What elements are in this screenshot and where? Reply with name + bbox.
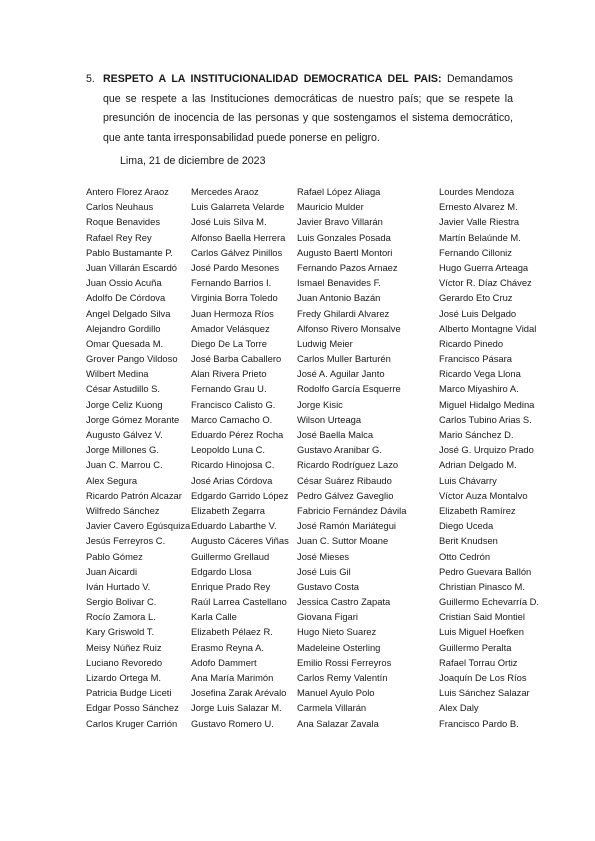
signatory-name: Gustavo Aranibar G. (297, 444, 382, 456)
signatory-name: Diego Uceda (439, 520, 494, 532)
signatory-name: Fabricio Fernández Dávila (297, 504, 407, 516)
signatory-name: Guillermo Echevarría D. (439, 596, 540, 608)
signatory-name: Ricardo Pinedo (439, 337, 504, 349)
signatory-name: Francisco Pardo B. (439, 717, 519, 729)
signatory-name: Gustavo Costa (297, 580, 360, 592)
signatory-name: Javier Cavero Egúsquiza (86, 520, 191, 532)
signatory-name: Pedro Gálvez Gaveglio (297, 489, 394, 501)
signatory-name: Fernando Pazos Arnaez (297, 261, 398, 273)
signatory-name: Ricardo Vega Llona (439, 368, 521, 380)
signatory-name: Virginia Borra Toledo (191, 292, 278, 304)
signatory-name: Juan Aicardi (86, 565, 138, 577)
signatory-name: Kary Griswold T. (86, 626, 155, 638)
signatory-name: Augusto Cáceres Viñas (191, 535, 289, 547)
signatory-name: Edgar Posso Sánchez (86, 702, 179, 714)
signatory-name: Carlos Tubino Arias S. (439, 413, 532, 425)
signatory-name: Alberto Montagne Vidal (439, 322, 537, 334)
signatory-name: Adofo Dammert (191, 656, 257, 668)
signatory-name: Guillermo Grellaud (191, 550, 270, 562)
signatory-name: Ernesto Alvarez M. (439, 201, 518, 213)
signatory-name: Mario Sánchez D. (439, 429, 514, 440)
signatory-name: Carlos Kruger Carrión (86, 717, 178, 729)
signatory-name: Rafael Torrau Ortiz (439, 656, 518, 668)
signatory-name: Luciano Revoredo (86, 656, 163, 668)
signatory-name: Jessica Castro Zapata (297, 596, 391, 608)
signatory-name: Alan Rivera Prieto (191, 368, 267, 380)
signatory-name: Miguel Hidalgo Medina (439, 398, 535, 410)
signatory-name: José A. Aguilar Janto (297, 368, 385, 380)
signatory-name: Hugo Guerra Arteaga (439, 261, 529, 273)
signatory-name: Eduardo Pérez Rocha (191, 429, 284, 440)
signatory-name: Cristian Said Montiel (439, 611, 525, 623)
signatory-name: José Luis Delgado (439, 307, 517, 319)
signatory-name: Víctor Auza Montalvo (439, 489, 528, 501)
signatory-name: Sergio Bolivar C. (86, 596, 157, 608)
item-5-paragraph (86, 70, 513, 148)
signatory-name: Lourdes Mendoza (439, 186, 515, 197)
signatory-name: Fredy Ghilardi Alvarez (297, 307, 390, 319)
signatory-name: Ana María Marimón (191, 672, 274, 683)
signatory-name: José Baella Malca (297, 429, 374, 440)
signatory-name: César Suárez Ribaudo (297, 474, 392, 486)
signatory-name: Karla Calle (191, 611, 237, 623)
signatory-name: Pablo Bustamante P. (86, 246, 173, 258)
signatory-name: Leopoldo Luna C. (191, 444, 266, 456)
item-number: 5. (86, 73, 95, 85)
signatory-name: Fernando Grau U. (191, 383, 267, 395)
signatory-name: Josefina Zarak Arévalo (191, 687, 287, 699)
signatory-name: Rocío Zamora L. (86, 611, 156, 623)
signatory-name: Christian Pinasco M. (439, 580, 525, 592)
signatory-name: Rafael López Aliaga (297, 186, 381, 197)
signatory-name: Luis Gonzales Posada (297, 231, 391, 243)
signatory-name: Luis Chávarry (439, 474, 497, 486)
signatory-name: Gustavo Romero U. (191, 717, 274, 729)
signatory-name: Martín Belaúnde M. (439, 231, 521, 243)
signatory-name: Wilson Urteaga (297, 413, 362, 425)
signatory-name: Augusto Gálvez V. (86, 429, 163, 440)
signatory-name: Carmela Villarán (297, 702, 367, 714)
signatory-name: José Arias Córdova (191, 474, 273, 486)
signatory-name: Elizabeth Ramírez (439, 504, 516, 516)
signatory-name: Pedro Guevara Ballón (439, 565, 532, 577)
signatory-name: Jorge Gómez Morante (86, 413, 180, 425)
item-body-text: Demandamos que se respete a las Instituciones democráticas de nuestro país; que se respete la presunción de inocencia de las personas y que sostengamos el sistema democrático, que ante tanta irresponsabilidad puede ponerse en peligro. (103, 73, 513, 144)
signatory-name: Patricia Budge Liceti (86, 687, 172, 699)
signatory-name: Wilbert Medina (86, 368, 149, 380)
signatory-name: Ismael Benavides F. (297, 277, 381, 289)
signatory-name: Giovana Figari (297, 611, 358, 623)
item-heading: RESPETO A LA INSTITUCIONALIDAD DEMOCRATICA DEL PAIS: (103, 73, 442, 85)
signatory-name: Francisco Calisto G. (191, 398, 276, 410)
signatory-name: Javier Valle Riestra (439, 216, 520, 228)
signatory-name: Pablo Gómez (86, 550, 143, 562)
signatory-name: Roque Benavides (86, 216, 161, 228)
signatory-name: Antero Florez Araoz (86, 186, 169, 197)
signatories-column-1 (86, 184, 190, 731)
signatory-name: Mauricio Mulder (297, 201, 364, 213)
signatory-name: Carlos Neuhaus (86, 201, 154, 213)
signatory-name: Wilfredo Sánchez (86, 504, 160, 516)
signatory-name: Amador Velásquez (191, 322, 270, 334)
signatory-name: Elizabeth Pélaez R. (191, 626, 273, 638)
signatory-name: César Astudillo S. (86, 383, 160, 395)
signatory-name: José Luis Silva M. (191, 216, 267, 228)
signatory-name: Grover Pango Vildoso (86, 353, 178, 365)
signatory-name: Carlos Gálvez Pinillos (191, 246, 283, 258)
signatory-name: Fernando Cilloniz (439, 246, 512, 258)
signatory-name: Raúl Larrea Castellano (191, 596, 287, 608)
signatory-name: Joaquín De Los Ríos (439, 672, 527, 683)
signatory-name: Alex Daly (439, 702, 479, 714)
signatory-name: Guillermo Peralta (439, 641, 512, 653)
signatory-name: Jorge Luis Salazar M. (191, 702, 282, 714)
signatories-column-2 (191, 184, 289, 731)
signatory-name: Ricardo Hinojosa C. (191, 459, 275, 471)
signatory-name: Diego De La Torre (191, 337, 267, 349)
signatory-name: Enrique Prado Rey (191, 580, 271, 592)
signatory-name: Alfonso Rivero Monsalve (297, 322, 401, 334)
signatory-name: Marco Camacho O. (191, 413, 273, 425)
signatory-name: Rafael Rey Rey (86, 231, 152, 243)
signatory-name: Ludwig Meier (297, 337, 353, 349)
signatory-name: Hugo Nieto Suarez (297, 626, 377, 638)
signatory-name: José Ramón Mariátegui (297, 520, 397, 532)
signatory-name: Jorge Kisic (297, 398, 343, 410)
signatory-name: Juan Hermoza Ríos (191, 307, 274, 319)
signatory-name: Otto Cedrón (439, 550, 491, 562)
signatory-name: Adrian Delgado M. (439, 459, 517, 471)
signatory-name: Augusto Baertl Montori (297, 246, 393, 258)
signatory-name: Javier Bravo Villarán (297, 216, 383, 228)
signatory-name: Meisy Núñez Ruiz (86, 641, 162, 653)
signatory-name: Iván Hurtado V. (86, 580, 151, 592)
signatories-column-3 (297, 184, 406, 731)
signatory-name: Juan Villarán Escardó (86, 261, 178, 273)
signatory-name: Jesús Ferreyros C. (86, 535, 166, 547)
signatory-name: José Barba Caballero (191, 353, 282, 365)
signatory-name: José Luis Gil (297, 565, 351, 577)
signatory-name: Jorge Millones G. (86, 444, 159, 456)
signatory-name: Alfonso Baella Herrera (191, 231, 286, 243)
signatory-name: Emilio Rossi Ferreyros (297, 656, 392, 668)
signatories-column-4 (439, 184, 539, 731)
signatory-name: Alex Segura (86, 474, 138, 486)
signatory-name: Fernando Barrios I. (191, 277, 272, 289)
signatory-name: Angel Delgado Silva (86, 307, 171, 319)
signatory-name: Eduardo Labarthe V. (191, 520, 277, 532)
signatory-name: José G. Urquizo Prado (439, 444, 534, 456)
signatory-name: Ricardo Rodríguez Lazo (297, 459, 399, 471)
document-date: Lima, 21 de diciembre de 2023 (120, 155, 266, 167)
signatory-name: José Mieses (297, 550, 350, 562)
signatory-name: Ana Salazar Zavala (297, 717, 379, 729)
signatory-name: Erasmo Reyna A. (191, 641, 264, 653)
signatory-name: José Pardo Mesones (191, 261, 280, 273)
signatory-name: Carlos Remy Valentín (297, 672, 388, 683)
signatory-name: Juan C. Marrou C. (86, 459, 163, 471)
signatory-name: Juan Antonio Bazán (297, 292, 381, 304)
signatory-name: Gerardo Eto Cruz (439, 292, 513, 304)
signatory-name: Carlos Muller Barturén (297, 353, 391, 365)
signatory-name: Francisco Pásara (439, 353, 512, 365)
signatory-name: Lizardo Ortega M. (86, 672, 162, 683)
signatory-name: Berit Knudsen (439, 535, 498, 547)
signatory-name: Víctor R. Díaz Chávez (439, 277, 532, 289)
signatory-name: Luis Galarreta Velarde (191, 201, 285, 213)
signatory-name: Madeleine Osterling (297, 641, 381, 653)
signatory-name: Mercedes Araoz (191, 186, 259, 197)
signatory-name: Marco Miyashiro A. (439, 383, 519, 395)
signatory-name: Omar Quesada M. (86, 337, 164, 349)
signatory-name: Edgardo Llosa (191, 565, 252, 577)
signatory-name: Luis Miguel Hoefken (439, 626, 524, 638)
signatory-name: Luis Sánchez Salazar (439, 687, 530, 699)
signatories-list (86, 184, 566, 744)
signatory-name: Edgardo Garrido López (191, 489, 289, 501)
signatory-name: Adolfo De Córdova (86, 292, 166, 304)
signatory-name: Juan Ossio Acuña (86, 277, 162, 289)
signatory-name: Rodolfo García Esquerre (297, 383, 401, 395)
signatory-name: Alejandro Gordillo (86, 322, 161, 334)
signatory-name: Jorge Celiz Kuong (86, 398, 163, 410)
signatory-name: Elizabeth Zegarra (191, 504, 265, 516)
signatory-name: Juan C. Suttor Moane (297, 535, 389, 547)
signatory-name: Ricardo Patrón Alcazar (86, 489, 182, 501)
signatory-name: Manuel Ayulo Polo (297, 687, 375, 699)
